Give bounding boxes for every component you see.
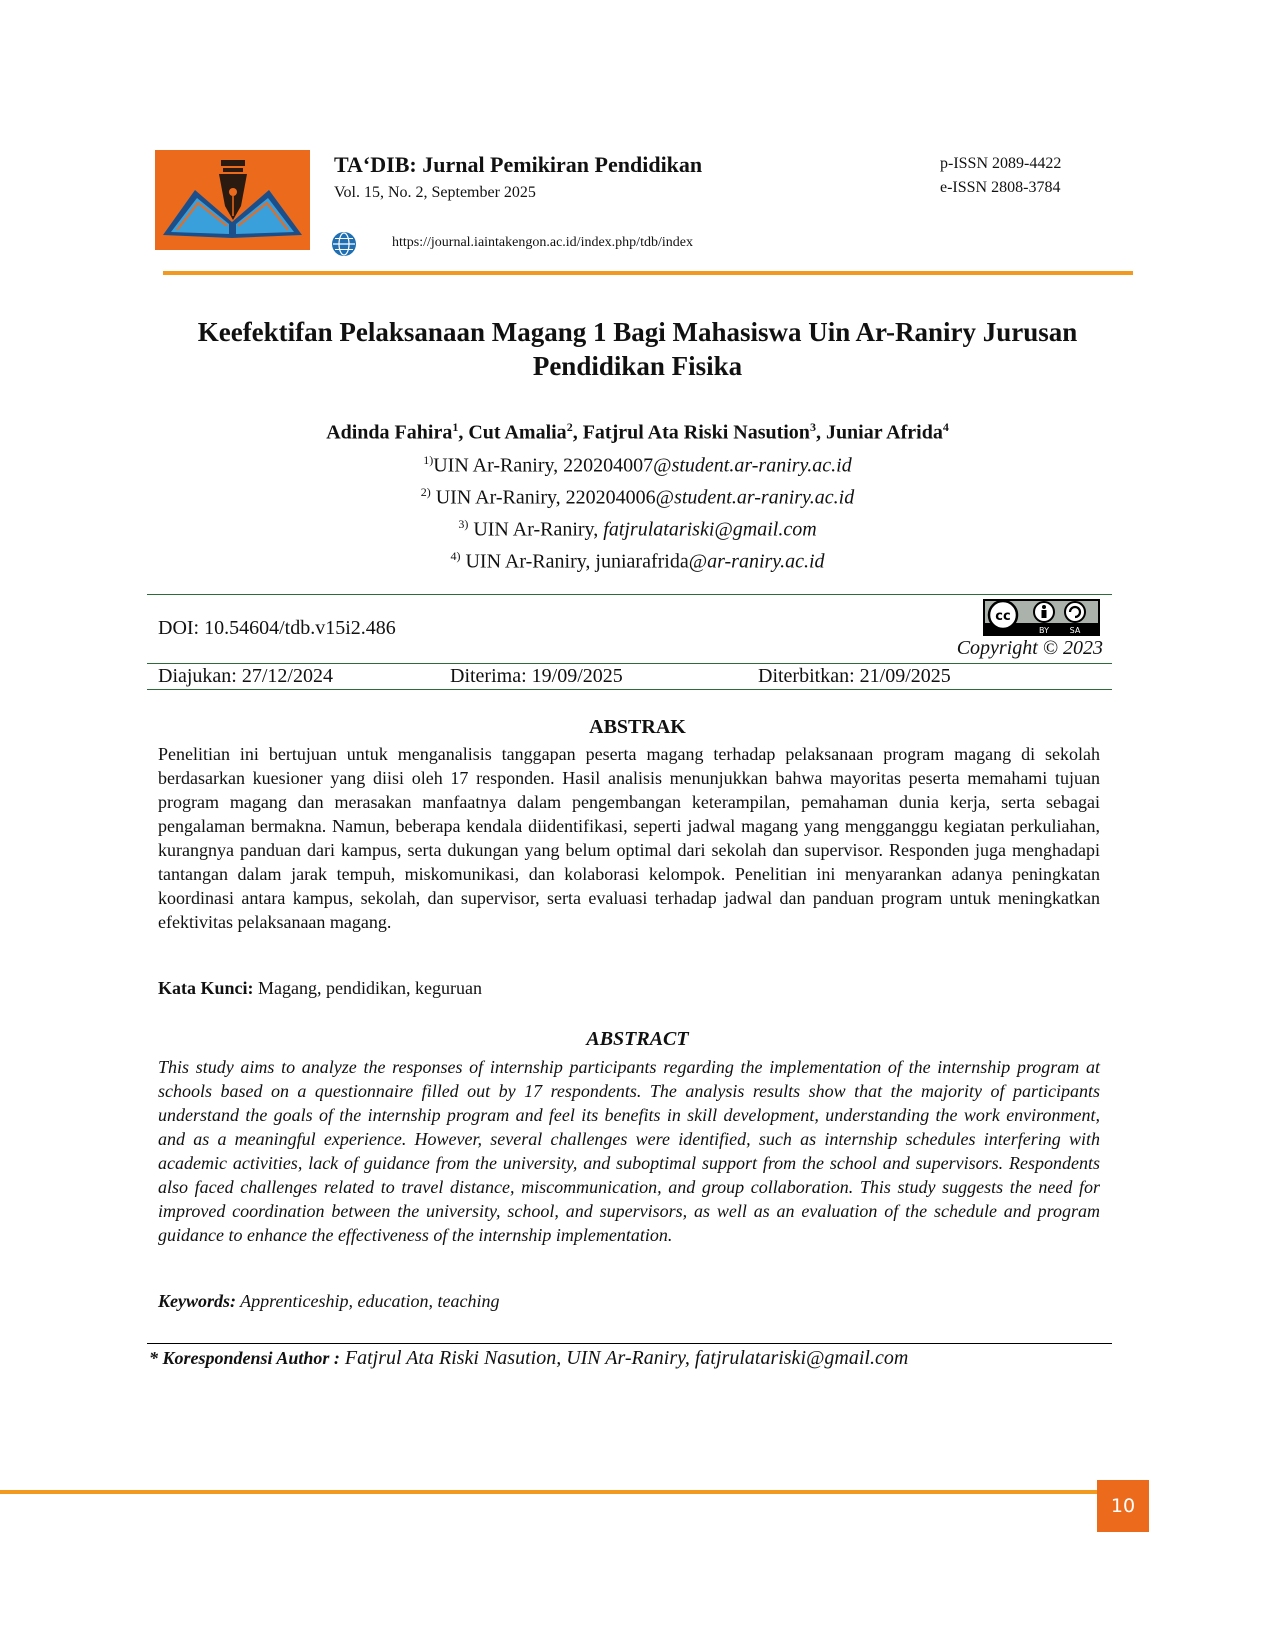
cc-label: cc: [995, 609, 1011, 624]
author-affil-mark: 2: [566, 420, 573, 434]
kata-kunci: [158, 978, 482, 999]
affil-mark: 3): [458, 517, 469, 532]
author-separator: ,: [815, 421, 826, 444]
author-affil-mark: 3: [809, 420, 816, 434]
journal-url-link[interactable]: https://journal.iaintakengon.ac.id/index.php/tdb/index: [392, 235, 693, 250]
header-divider: [163, 271, 1133, 275]
author-affil-mark: 1: [452, 420, 459, 434]
date-submitted: Diajukan: 27/12/2024: [158, 665, 333, 687]
footer-divider: [0, 1490, 1100, 1494]
open-book-pen-icon: [155, 150, 310, 250]
cc-by-sa-license-icon[interactable]: [983, 599, 1100, 636]
keywords-values: Apprenticeship, education, teaching: [236, 1291, 500, 1311]
affil-institution: UIN Ar-Raniry, juniarafrida@: [465, 551, 708, 574]
meta-box-top-rule: [147, 594, 1112, 595]
author-separator: ,: [572, 421, 583, 444]
author-affil-mark: 4: [942, 420, 949, 434]
affil-mark: 1): [423, 453, 434, 467]
journal-volume: Vol. 15, No. 2, September 2025: [334, 184, 536, 201]
kata-kunci-values: Magang, pendidikan, keguruan: [253, 978, 482, 998]
correspondence-label: * Korespondensi Author :: [149, 1348, 340, 1368]
keywords-label: Keywords:: [158, 1291, 236, 1311]
cc-sa-label: SA: [1069, 626, 1081, 635]
abstrak-heading: ABSTRAK: [589, 716, 686, 738]
paper-title-line-1: Keefektifan Pelaksanaan Magang 1 Bagi Mahasiswa Uin Ar-Raniry Jurusan: [197, 317, 1078, 347]
page-number: 10: [1097, 1480, 1149, 1532]
kata-kunci-label: Kata Kunci:: [158, 978, 254, 998]
affil-institution: UIN Ar-Raniry,: [473, 518, 604, 541]
keywords: [158, 1291, 499, 1312]
cc-by-label: BY: [1039, 626, 1049, 635]
copyright-notice: Copyright © 2023: [956, 637, 1103, 659]
author-name: Adinda Fahira: [326, 421, 453, 444]
abstract-body: This study aims to analyze the responses of internship participants regarding the implementation of the internship program at schools based on a questionnaire filled out by 17 respondents. The analysis results show that the majority of participants understand the goals of the internship program and feel its benefits in skill development, understanding the work environment, and as a meaningful experience. However, several challenges were identified, such as internship schedules interfering with academic activities, lack of guidance from the university, and suboptimal support from the school and supervisors. Respondents also faced challenges related to travel distance, miscommunication, and group collaboration. This study suggests the need for improved coordination between the university, school, and supervisors, as well as an evaluation of the schedule and program guidance to enhance the effectiveness of the internship implementation.: [158, 1057, 1100, 1245]
affil-email[interactable]: student.ar-raniry.ac.id: [674, 486, 855, 509]
affiliation-line: [130, 479, 1145, 511]
abstrak-body: Penelitian ini bertujuan untuk menganalisis tanggapan peserta magang terhadap pelaksanaan program magang di sekolah berdasarkan kuesioner yang diisi oleh 17 responden. Hasil analisis menunjukkan bahwa mayoritas peserta memahami tujuan program magang dan merasakan manfaatnya dalam pengembangan keterampilan, pemahaman dunia kerja, serta sebagai pengalaman bermakna. Namun, beberapa kendala diidentifikasi, seperti jadwal magang yang mengganggu kegiatan perkuliahan, kurangnya panduan dari kampus, serta dukungan yang belum optimal dari sekolah dan supervisor. Responden juga menghadapi tantangan dalam jarak tempuh, miskomunikasi, dan kolaborasi kelompok. Penelitian ini menyarankan adanya peningkatan koordinasi antara kampus, sekolah, dan supervisor, serta evaluasi terhadap jadwal dan panduan program untuk meningkatkan efektivitas pelaksanaan magang.: [158, 744, 1100, 932]
p-issn: p-ISSN 2089-4422: [940, 155, 1062, 172]
meta-box-bottom-rule: [147, 689, 1112, 690]
affil-institution: UIN Ar-Raniry, 220204006@: [435, 486, 675, 509]
affil-email[interactable]: student.ar-raniry.ac.id: [671, 454, 852, 477]
author-separator: ,: [458, 421, 469, 444]
affil-institution: UIN Ar-Raniry, 220204007@: [433, 454, 672, 477]
journal-logo: [155, 150, 310, 250]
correspondence-rule: [147, 1343, 1112, 1344]
author-name: Cut Amalia: [468, 421, 567, 444]
affiliation-line: [130, 511, 1145, 543]
affil-email[interactable]: fatjrulatariski@gmail.com: [603, 518, 817, 541]
correspondence-value: Fatjrul Ata Riski Nasution, UIN Ar-Raniry, fatjrulatariski@gmail.com: [339, 1347, 909, 1369]
globe-icon: [331, 231, 357, 257]
date-accepted: Diterima: 19/09/2025: [450, 665, 623, 687]
author-name: Fatjrul Ata Riski Nasution: [582, 421, 810, 444]
correspondence-author: [149, 1347, 908, 1370]
journal-title: TA‘DIB: Jurnal Pemikiran Pendidikan: [334, 152, 703, 177]
e-issn: e-ISSN 2808-3784: [940, 179, 1061, 196]
date-published: Diterbitkan: 21/09/2025: [758, 665, 951, 687]
affiliation-line: [130, 543, 1145, 575]
affiliation-list: [130, 447, 1145, 576]
paper-title-line-2: Pendidikan Fisika: [532, 351, 743, 381]
issn-block: [940, 152, 1061, 200]
abstract-heading: ABSTRACT: [586, 1028, 689, 1050]
affil-email[interactable]: ar-raniry.ac.id: [707, 551, 825, 574]
affiliation-line: [130, 447, 1145, 479]
author-name: Juniar Afrida: [825, 421, 943, 444]
meta-box-middle-rule: [147, 663, 1112, 664]
affil-mark: 2): [420, 485, 431, 500]
author-list: [130, 420, 1145, 445]
doi-link[interactable]: DOI: 10.54604/tdb.v15i2.486: [158, 617, 396, 639]
affil-mark: 4): [450, 549, 461, 564]
paper-title: [130, 315, 1145, 383]
